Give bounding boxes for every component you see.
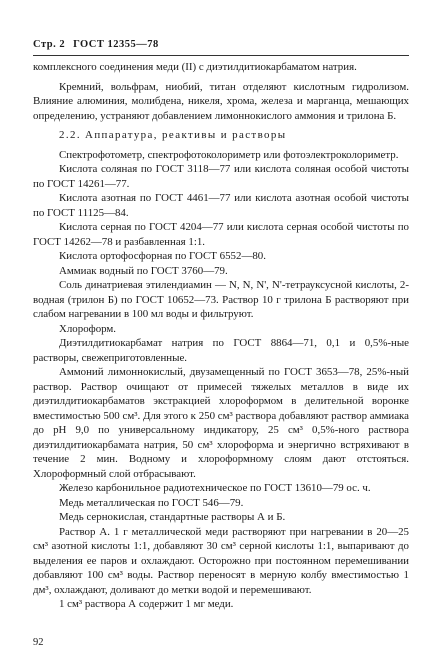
page-number: 92 [33,637,44,648]
paragraph-continuation: комплексного соединения меди (II) с диэтилдитиокарбаматом натрия. [33,61,357,73]
page-label: Стр. 2 [33,39,66,50]
item-chloroform: Хлороформ. [59,322,117,335]
item-sulfuric-acid: Кислота серная по ГОСТ 4204—77 или кислота серная особой чистоты по ГОСТ 14262—78 и разбавленная 1:1. [33,221,409,248]
running-header [33,39,159,50]
section-heading: 2.2. Аппаратура, реактивы и растворы [59,129,287,141]
item-spectrophotometer: Спектрофотометр, спектрофотоколориметр или фотоэлектроколориметр. [59,148,399,161]
item-copper-metal: Медь металлическая по ГОСТ 546—79. [59,496,244,509]
item-solution-a-content: 1 см³ раствора А содержит 1 мг меди. [59,598,234,610]
paragraph-hydrolysis: Кремний, вольфрам, ниобий, титан отделяют кислотным гидролизом. Влияние алюминия, молибдена, никеля, хрома, железа и марганца, мешающих определению, устраняют добавлением лимоннокислого аммония и трилона Б. [33,80,409,122]
item-ammonium-citrate: Аммоний лимоннокислый, двузамещенный по ГОСТ 3653—78, 25%-ный раствор. Раствор очищают от примесей тяжелых металлов в виде их диэтилдитиокарбаматов экстракцией хлороформом в делительной воронке вместимостью 500 см³. Для этого к 250 см³ раствора добавляют раствор аммиака до рН 9,0 по универсальному индикатору, 25 см³ 0,5%-ного раствора диэтилдитиокарбамата натрия, 50 см³ хлороформа и энергично встряхивают в течение 2 мин. Водному и хлороформному слоям дают отстояться. Хлороформный слой отбрасывают. [33,366,409,480]
item-copper-sulfate: Медь сернокислая, стандартные растворы А и Б. [59,511,286,523]
item-hydrochloric-acid: Кислота соляная по ГОСТ 3118—77 или кислота соляная особой чистоты по ГОСТ 14261—77. [33,163,409,190]
item-phosphoric-acid: Кислота ортофосфорная по ГОСТ 6552—80. [59,250,266,262]
item-carbonyl-iron: Железо карбонильное радиотехническое по ГОСТ 13610—79 ос. ч. [59,482,371,494]
standard-number: ГОСТ 12355—78 [73,39,159,50]
body-text [33,60,409,612]
item-trilon-b: Соль динатриевая этилендиамин — N, N, N', N'-тетрауксусной кислоты, 2-водная (трилон Б) по ГОСТ 10652—73. Раствор 10 г трилона Б растворяют при слабом нагревании в 100 мл воды и фильтруют. [33,279,409,320]
header-rule [33,55,409,56]
item-sodium-dithiocarbamate: Диэтилдитиокарбамат натрия по ГОСТ 8864—71, 0,1 и 0,5%-ные растворы, свежеприготовленные. [33,337,409,364]
item-ammonia: Аммиак водный по ГОСТ 3760—79. [59,264,228,277]
item-nitric-acid: Кислота азотная по ГОСТ 4461—77 или кислота азотная особой чистоты по ГОСТ 11125—84. [33,192,409,219]
item-solution-a: Раствор А. 1 г металлической меди растворяют при нагревании в 20—25 см³ азотной кислоты 1:1, добавляют 30 см³ серной кислоты 1:1, выпаривают до выделения ее паров и охлаждают. Осторожно при постоянном перемешивании добавляют 100 см³ воды. Раствор переносят в мерную колбу вместимостью 1 дм³, охлаждают, доливают до метки водой и перемешивают. [33,525,409,596]
